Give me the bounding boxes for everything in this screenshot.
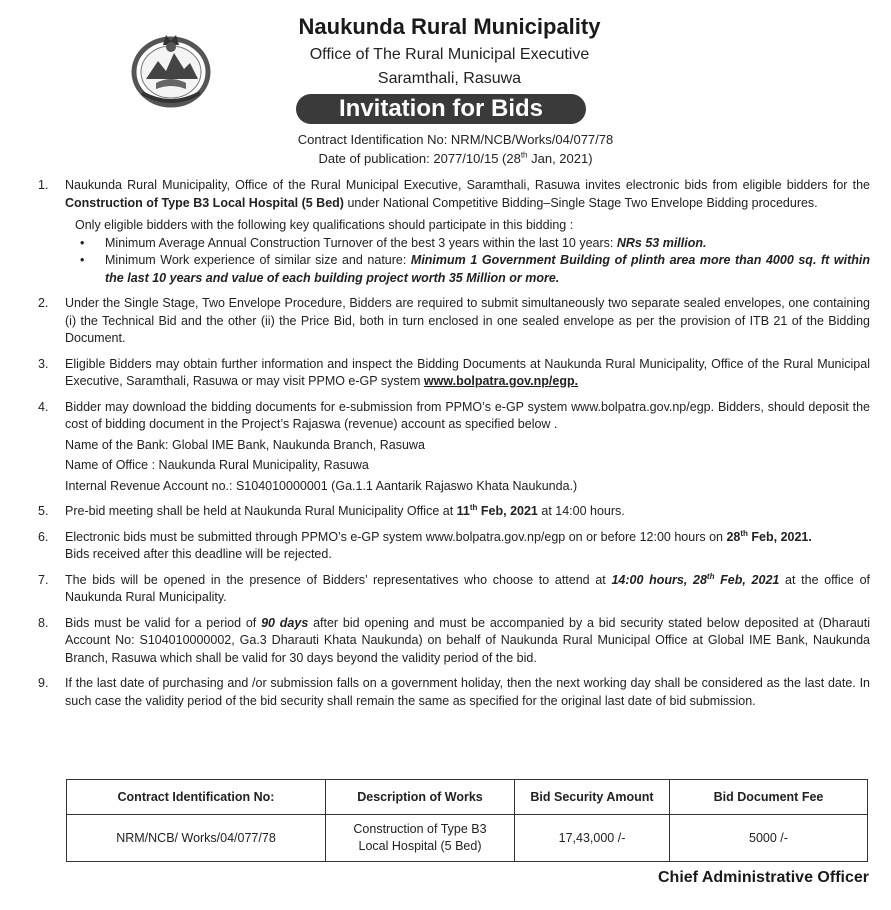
org-name: Naukunda Rural Municipality (298, 14, 601, 39)
egp-link[interactable]: www.bolpatra.gov.np/egp. (423, 374, 579, 388)
page-title: Invitation for Bids (296, 94, 586, 124)
table-row (67, 815, 868, 862)
list-item: 7. The bids will be opened in the presence of Bidders’ representatives who choose to attend at 14:00 hours, 28th Feb, 2021 at the office of Naukunda Rural Municipality. (38, 571, 870, 604)
office-name: Office of The Rural Municipal Executive (309, 46, 590, 63)
list-item: 5. Pre-bid meeting shall be held at Naukunda Rural Municipality Office at 11th Feb, 2021 at 14:00 hours. (38, 502, 625, 518)
col-document-fee: Bid Document Fee (670, 780, 868, 815)
revenue-account: Internal Revenue Account no.: S104010000001 (Ga.1.1 Aantarik Rajaswo Khata Naukunda.) (65, 478, 578, 493)
qualification-bullet: • Minimum Work experience of similar size and nature: Minimum 1 Government Building of plinth area more than 4000 sq. ft within the last 10 years and value of each building project worth 35 Million or more. (80, 253, 870, 285)
list-item: 4. Bidder may download the bidding documents for e-submission from PPMO’s e-GP system www.bolpatra.gov.np/egp. Bidders, should deposit the cost of bidding document in the Project’s Rajaswa (revenue) account as specified below . Name of the Bank: Global IME Bank, Naukunda Branch, Rasuwa Name of Office : Naukunda Rural Municipality, Rasuwa Internal Revenue Account no.: S104010000001 (Ga.1.1 Aantarik Rajaswo Khata Naukunda.) (30, 399, 870, 496)
list-item: 6. Electronic bids must be submitted through PPMO’s e-GP system www.bolpatra.gov.np/egp on or before 12:00 hours on 28th Feb, 2021. Bids received after this deadline will be rejected. (38, 528, 812, 561)
list-item: 2. Under the Single Stage, Two Envelope Procedure, Bidders are required to submit simultaneously two separate sealed envelopes, one containing (i) the Technical Bid and the other (ii) the Price Bid, both in turn enclosed in one sealed envelope as per the provision of ITB 21 of the Bidding Document. (38, 296, 870, 345)
col-bid-security: Bid Security Amount (515, 780, 670, 815)
office-name-line: Name of Office : Naukunda Rural Municipality, Rasuwa (65, 458, 369, 472)
col-contract-id: Contract Identification No: (67, 780, 326, 815)
cell-contract-id: NRM/NCB/ Works/04/077/78 (67, 815, 326, 862)
list-item: 8. Bids must be valid for a period of 90 days after bid opening and must be accompanied by a bid security stated below deposited at (Dharauti Account No: S104010000002, Ga.3 Dharauti Khata Naukunda) on behalf of Naukunda Rural Municipal Office at Global IME Bank, Naukunda Branch, Rasuwa which shall be valid for 30 days beyond the validity period of the bid. (38, 615, 871, 665)
table-header-row (67, 780, 868, 815)
bid-summary-table (66, 779, 868, 862)
col-description: Description of Works (326, 780, 515, 815)
list-item: 1. Naukunda Rural Municipality, Office of the Rural Municipal Executive, Saramthali, Rasuwa invites electronic bids from eligible bidders for the Construction of Type B3 Local Hospital (5 Bed) under National Competitive Bidding–Single Stage Two Envelope Bidding procedures. Only eligible bidders with the following key qualifications should participate in this bidding : • Minimum Average Annual Construction Turnover of the best 3 years within the last 10 years: NRs 53 million. • Minimum Work experience of similar size and nature: Minimum 1 Government Building of plinth area more than 4000 sq. ft within the last 10 years and value of each building project worth 35 Million or more. (30, 177, 870, 287)
cell-bid-security: 17,43,000 /- (515, 815, 670, 862)
qualification-bullet: • Minimum Average Annual Construction Turnover of the best 3 years within the last 10 years: NRs 53 million. (80, 235, 707, 250)
list-item: 9. If the last date of purchasing and /or submission falls on a government holiday, then the next working day shall be considered as the last date. In such case the validity period of the bid security shall remain the same as specified for the original last date of bid submission. (38, 676, 870, 708)
office-address: Saramthali, Rasuwa (377, 70, 522, 87)
list-item: 3. Eligible Bidders may obtain further information and inspect the Bidding Documents at Naukunda Rural Municipality, Office of the Rural Municipal Executive, Saramthali, Rasuwa or may visit PPMO e-GP system www.bolpatra.gov.np/egp. (38, 356, 870, 388)
bank-name: Name of the Bank: Global IME Bank, Naukunda Branch, Rasuwa (65, 437, 425, 452)
publication-date: Date of publication: 2077/10/15 (28th Jan, 2021) (318, 150, 593, 166)
signatory-title: Chief Administrative Officer (657, 869, 869, 886)
cell-description: Construction of Type B3 Local Hospital (5 Bed) (326, 815, 515, 862)
cell-document-fee: 5000 /- (670, 815, 868, 862)
notice-items (30, 177, 870, 710)
contract-id-line: Contract Identification No: NRM/NCB/Works/04/077/78 (297, 132, 614, 147)
qualification-intro: Only eligible bidders with the following key qualifications should participate in this bidding : (75, 218, 574, 232)
